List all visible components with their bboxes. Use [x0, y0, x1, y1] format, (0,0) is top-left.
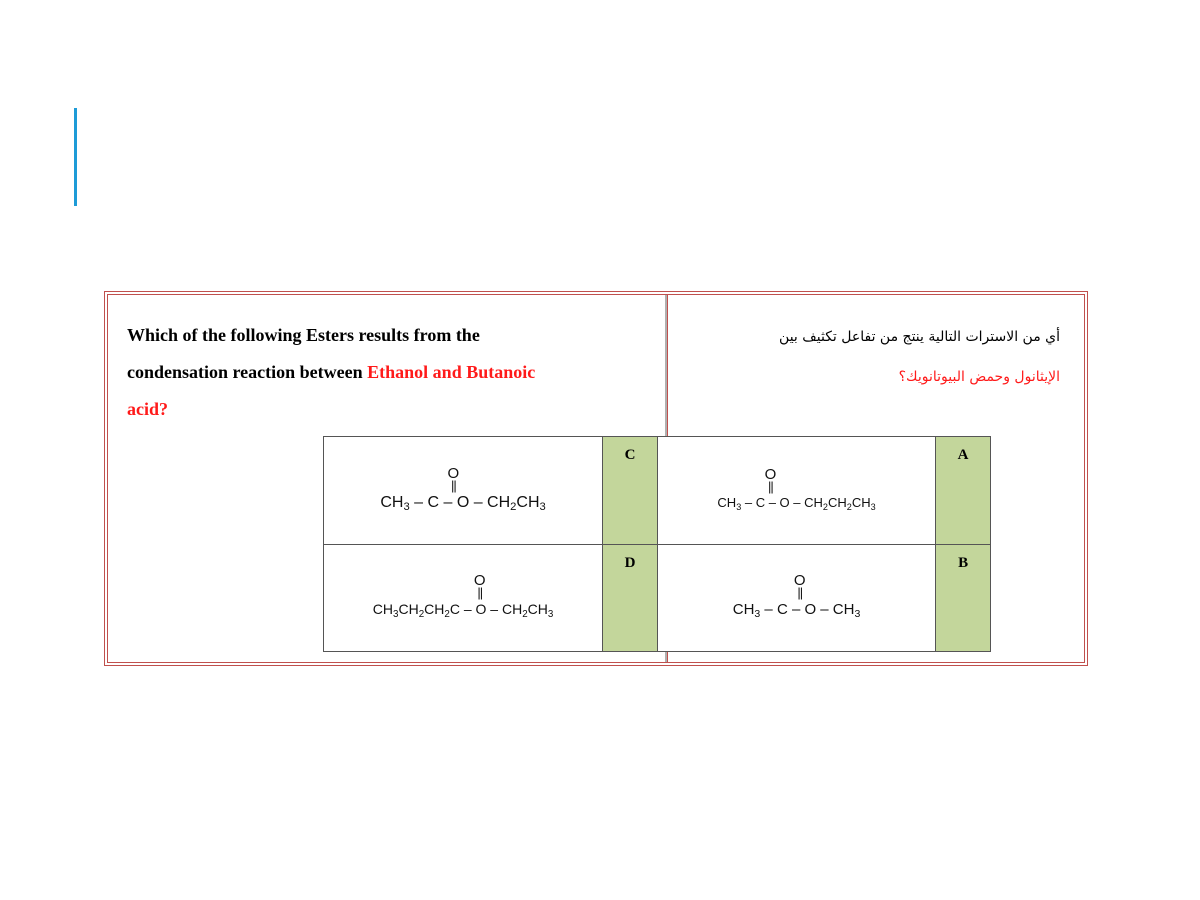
question-arabic-text: أي من الاسترات التالية ينتج من تفاعل تكثيف بين — [779, 329, 1060, 345]
formula-b: O || $CH_3$ – C – O – $CH_3$ — [732, 572, 861, 621]
option-c-letter[interactable]: C — [603, 437, 658, 545]
formula-d: O || $CH_3CH_2CH_2C$ – O – $CH_2CH_3$ — [372, 572, 554, 621]
accent-bar — [74, 108, 77, 206]
table-row — [324, 544, 991, 652]
question-box — [107, 294, 1085, 663]
question-arabic — [680, 317, 1060, 397]
option-d-letter[interactable]: D — [603, 544, 658, 652]
option-b-formula[interactable] — [657, 544, 935, 652]
table-row — [324, 437, 991, 545]
option-a-formula[interactable] — [657, 437, 935, 545]
carbonyl-group: O || — [447, 464, 460, 493]
question-english-text: Which of the following Esters results from the condensation reaction between — [127, 325, 480, 382]
question-english-highlight: Ethanol and Butanoic acid? — [127, 362, 536, 419]
option-c-formula[interactable] — [324, 437, 603, 545]
formula-c: O || $CH_3$ – C – O – $CH_2CH_3$ — [380, 464, 546, 513]
option-a-letter[interactable]: A — [936, 437, 991, 545]
carbonyl-group: O || — [473, 572, 486, 601]
formula-a: O || $CH_3$ – C – O – $CH_2CH_2CH_3$ — [717, 465, 876, 512]
carbonyl-group: O || — [793, 572, 806, 601]
option-b-letter[interactable]: B — [936, 544, 991, 652]
question-arabic-highlight: الإيثانول وحمض البيوتانويك؟ — [898, 369, 1060, 385]
carbonyl-group: O || — [764, 465, 777, 494]
options-table — [323, 436, 991, 652]
question-english — [127, 317, 567, 428]
option-d-formula[interactable] — [324, 544, 603, 652]
